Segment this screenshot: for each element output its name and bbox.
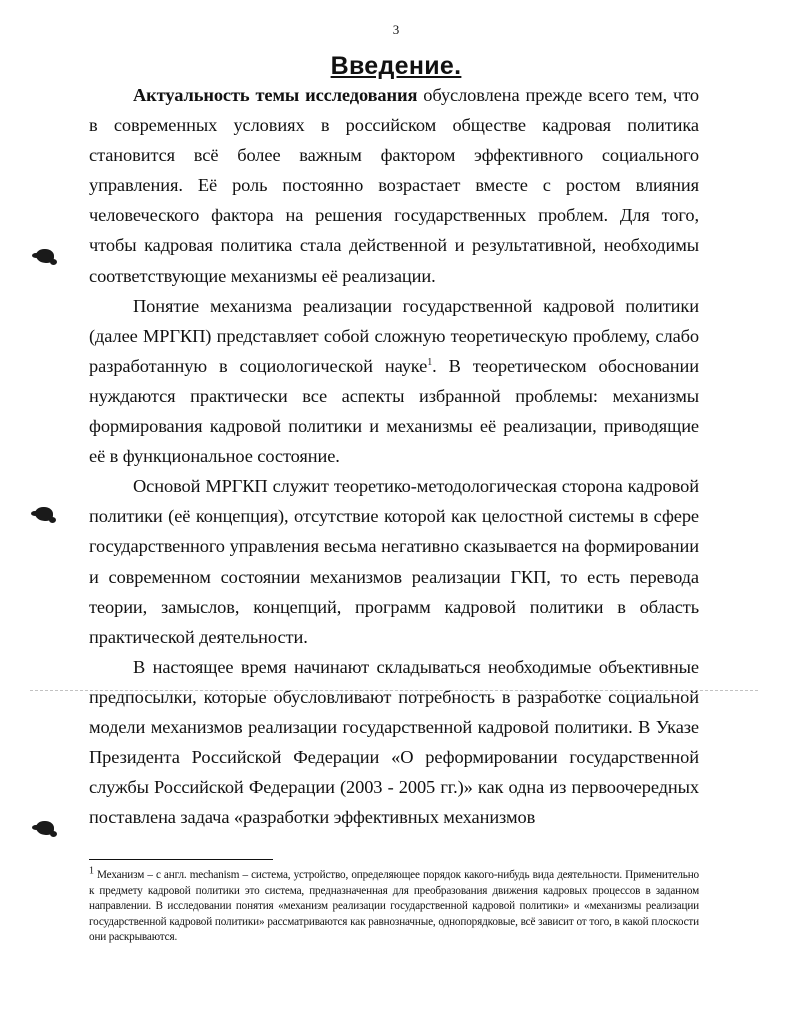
footnote-text: Механизм – с англ. mechanism – система, устройство, определяющее порядок какого-нибудь вида деятельности. Применительно к предмету кадровой политики это система, предназначенная для преобразования движения кадровых процессов в заданном направлении. В исследовании понятия «механизм реализации государственной кадровой политики» и «механизмы реализации государственной кадровой политики» рассматриваются как равнозначные, однопорядковые, всё зависит от того, в какой плоскости они раскрываются. (89, 869, 699, 944)
paragraph-relevance (89, 80, 699, 291)
paragraph-text: Основой МРГКП служит теоретико-методологическая сторона кадровой политики (её концепция), отсутствие которой как целостной системы в сфере государственного управления весьма негативно сказывается на формировании и современном состоянии механизмов реализации ГКП, то есть перевода теории, замыслов, концепций, программ кадровой политики в область практической деятельности. (89, 476, 699, 647)
footnote-divider (89, 859, 273, 860)
paragraph-prerequisites (89, 652, 699, 833)
footnote-marker: 1 (89, 865, 94, 877)
binder-hole-mark (36, 821, 54, 835)
paragraph-lead: Актуальность темы исследования (133, 85, 418, 105)
paragraph-text: В настоящее время начинают складываться необходимые объективные предпосылки, которые обусловливают потребность в разработке социальной модели механизмов реализации государственной кадровой политики. В Указе Президента Российской Федерации «О реформировании государственной службы Российской Федерации (2003 - 2005 гг.)» как одна из первоочередных поставлена задача «разработки эффективных механизмов (89, 656, 699, 828)
scan-artifact-line (30, 690, 758, 691)
binder-hole-mark (35, 507, 53, 521)
page-title: Введение. (330, 52, 462, 80)
footnote (89, 865, 699, 946)
paragraph-text: обусловлена прежде всего тем, что в современных условиях в российском обществе кадровая политика становится всё более важным фактором эффективного социального управления. Её роль постоянно возрастает вместе с ростом влияния человеческого фактора на решения государственных проблем. Для того, чтобы кадровая политика стала действенной и результативной, необходимы соответствующие механизмы её реализации. (89, 85, 699, 286)
body-text (89, 80, 699, 832)
paragraph-text: . В теоретическом обосновании нуждаются практически все аспекты избранной проблемы: механизмы формирования кадровой политики и механизмы её реализации, приводящие её в функциональное состояние. (89, 355, 699, 467)
footnote-reference[interactable]: 1 (427, 356, 433, 368)
paragraph-concept (89, 291, 699, 472)
paragraph-basis (89, 471, 699, 652)
paragraph-text: Понятие механизма реализации государственной кадровой политики (далее МРГКП) представляет собой сложную теоретическую проблему, слабо разработанную в социологической науке (89, 295, 699, 376)
binder-hole-mark (36, 249, 54, 263)
page-number: 3 (392, 22, 400, 37)
